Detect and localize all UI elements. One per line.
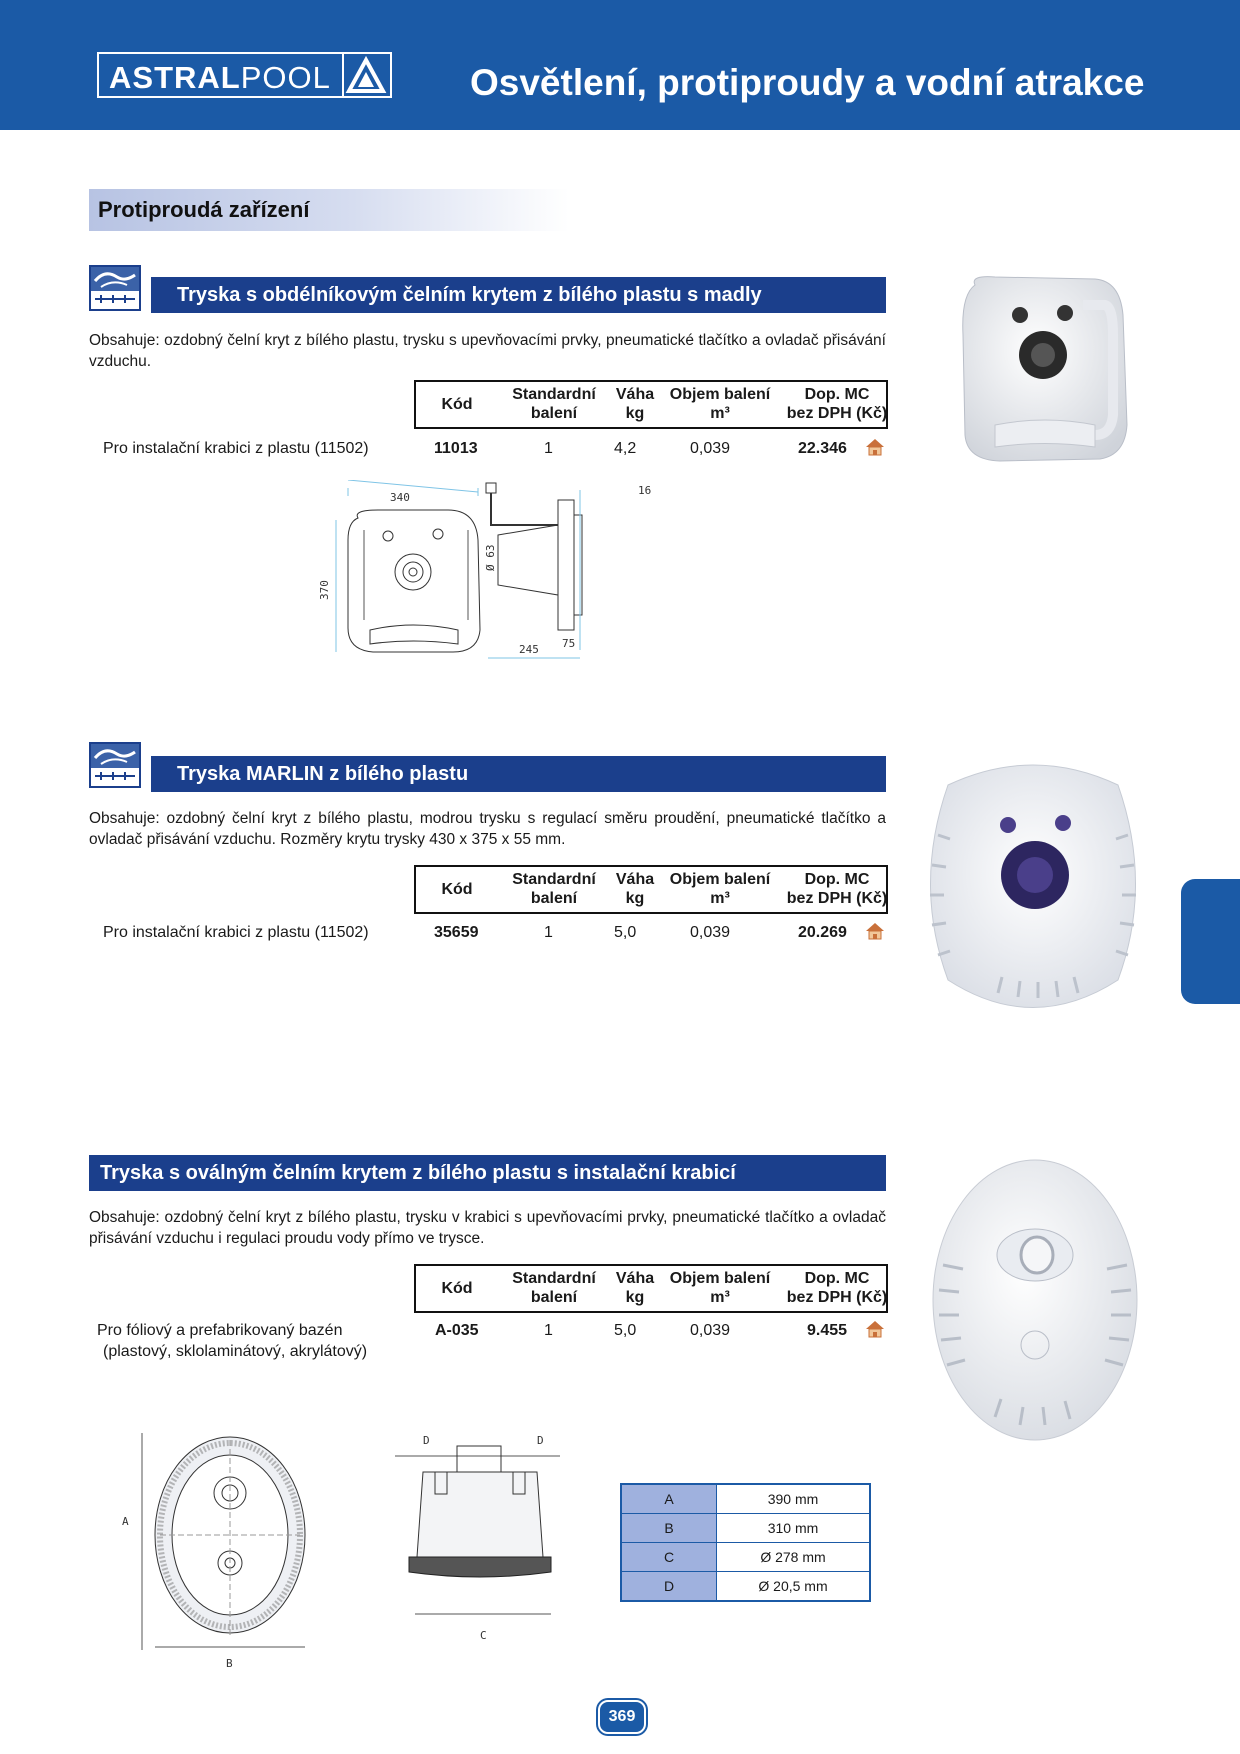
dim-diameter-label: Ø 63: [484, 544, 497, 571]
col-price: Dop. MC bez DPH (Kč): [786, 1270, 888, 1306]
product-price-3: 9.455: [807, 1322, 848, 1339]
logo-text-astral: ASTRAL: [109, 60, 241, 95]
table-row: [621, 1543, 870, 1572]
product-photo-3: [925, 1155, 1145, 1450]
section-heading-text: Protiproudá zařízení: [98, 197, 310, 222]
table-row: [621, 1514, 870, 1543]
product-description-2: Obsahuje: ozdobný čelní kryt z bílého plastu, modrou trysku s regulací směru proudění, pneumatické tlačítko a ovladač přisávání vzduchu. Rozměry krytu trysky 430 x 375 x 55 mm.: [89, 810, 886, 848]
dim-width-label: 340: [390, 491, 410, 504]
dim-75-label: 75: [562, 637, 576, 650]
section-heading: [89, 189, 569, 231]
dim-depth-label: 245: [519, 643, 539, 656]
product-title-bar-1: [151, 277, 886, 313]
product-title-3: Tryska s oválným čelním krytem z bílého plastu s instalační krabicí: [100, 1162, 736, 1184]
col-weight: Váha kg: [615, 871, 655, 907]
technical-drawing-1: [318, 480, 668, 670]
product-code-3: A-035: [435, 1322, 479, 1339]
table-row: [621, 1572, 870, 1602]
dim-value: 310 mm: [717, 1514, 871, 1543]
product-weight-3: 5,0: [614, 1322, 637, 1339]
product-volume-2: 0,039: [690, 924, 731, 941]
product-title-1: Tryska s obdélníkovým čelním krytem z bílého plastu s madly: [177, 284, 762, 306]
row-label-3a: Pro fóliový a prefabrikovaný bazén: [97, 1322, 343, 1339]
dim-d-right-label: D: [537, 1434, 544, 1447]
product-description-1: Obsahuje: ozdobný čelní kryt z bílého plastu, trysku s upevňovacími prvky, pneumatické tlačítko a ovladač přisávání vzduchu.: [89, 332, 886, 370]
spec-table-3: [414, 1267, 896, 1309]
product-pack-3: 1: [544, 1322, 553, 1339]
technical-drawing-3-front: [120, 1425, 320, 1675]
spec-table-1: [414, 383, 896, 425]
dim-value: Ø 20,5 mm: [717, 1572, 871, 1602]
product-weight-2: 5,0: [614, 924, 637, 941]
dim-key: C: [621, 1543, 717, 1572]
product-code-1: 11013: [434, 440, 478, 457]
product-volume-1: 0,039: [690, 440, 731, 457]
spec-table-2: [414, 868, 896, 910]
product-pack-1: 1: [544, 440, 553, 457]
dim-c-label: C: [480, 1629, 487, 1642]
col-weight: Váha kg: [615, 1270, 655, 1306]
astralpool-logo: [97, 52, 392, 98]
product-photo-1: [955, 275, 1130, 475]
home-delivery-icon: [865, 1320, 885, 1343]
col-pack: Standardní balení: [512, 1270, 596, 1306]
col-weight: Váha kg: [615, 386, 655, 422]
logo-text-pool: POOL: [240, 60, 331, 95]
table-row: [621, 1484, 870, 1514]
product-pack-2: 1: [544, 924, 553, 941]
chapter-side-tab: [1181, 879, 1240, 1004]
dimensions-table: [620, 1483, 871, 1602]
product-weight-1: 4,2: [614, 440, 637, 457]
jet-stream-icon: [89, 265, 141, 311]
col-pack: Standardní balení: [512, 871, 596, 907]
col-pack: Standardní balení: [512, 386, 596, 422]
product-price-2: 20.269: [798, 924, 847, 941]
dim-key: B: [621, 1514, 717, 1543]
home-delivery-icon: [865, 438, 885, 461]
dim-16-label: 16: [638, 484, 652, 497]
product-title-2: Tryska MARLIN z bílého plastu: [177, 763, 469, 785]
product-code-2: 35659: [434, 924, 479, 941]
product-photo-2: [918, 755, 1148, 1030]
dim-a-label: A: [122, 1515, 129, 1528]
dim-value: 390 mm: [717, 1484, 871, 1514]
col-price: Dop. MC bez DPH (Kč): [786, 871, 888, 907]
jet-stream-icon: [89, 742, 141, 788]
dim-key: D: [621, 1572, 717, 1602]
home-delivery-icon: [865, 922, 885, 945]
logo-triangle-icon: [342, 54, 390, 96]
col-code: Kód: [441, 395, 473, 413]
col-price: Dop. MC bez DPH (Kč): [786, 386, 888, 422]
dim-value: Ø 278 mm: [717, 1543, 871, 1572]
dim-height-label: 370: [318, 580, 331, 600]
product-description-3: Obsahuje: ozdobný čelní kryt z bílého plastu, trysku v krabici s upevňovacími prvky, pneumatické tlačítko a ovladač přisávání vzduchu i regulaci proudu vody přímo ve trysce.: [89, 1209, 886, 1247]
col-volume: Objem balení m³: [669, 871, 771, 907]
col-volume: Objem balení m³: [669, 1270, 771, 1306]
page-number: 369: [598, 1700, 646, 1734]
dim-b-label: B: [226, 1657, 233, 1670]
dim-d-left-label: D: [423, 1434, 430, 1447]
product-title-bar-3: [89, 1155, 886, 1191]
col-code: Kód: [441, 1279, 473, 1297]
product-title-bar-2: [151, 756, 886, 792]
row-label-1: Pro instalační krabici z plastu (11502): [103, 440, 369, 457]
dim-key: A: [621, 1484, 717, 1514]
technical-drawing-3-side: [395, 1432, 565, 1652]
page-title: Osvětlení, protiproudy a vodní atrakce: [470, 62, 1145, 103]
col-volume: Objem balení m³: [669, 386, 771, 422]
col-code: Kód: [441, 880, 473, 898]
product-volume-3: 0,039: [690, 1322, 731, 1339]
row-label-2: Pro instalační krabici z plastu (11502): [103, 924, 369, 941]
row-label-3b: (plastový, sklolaminátový, akrylátový): [103, 1343, 368, 1360]
product-price-1: 22.346: [798, 440, 847, 457]
